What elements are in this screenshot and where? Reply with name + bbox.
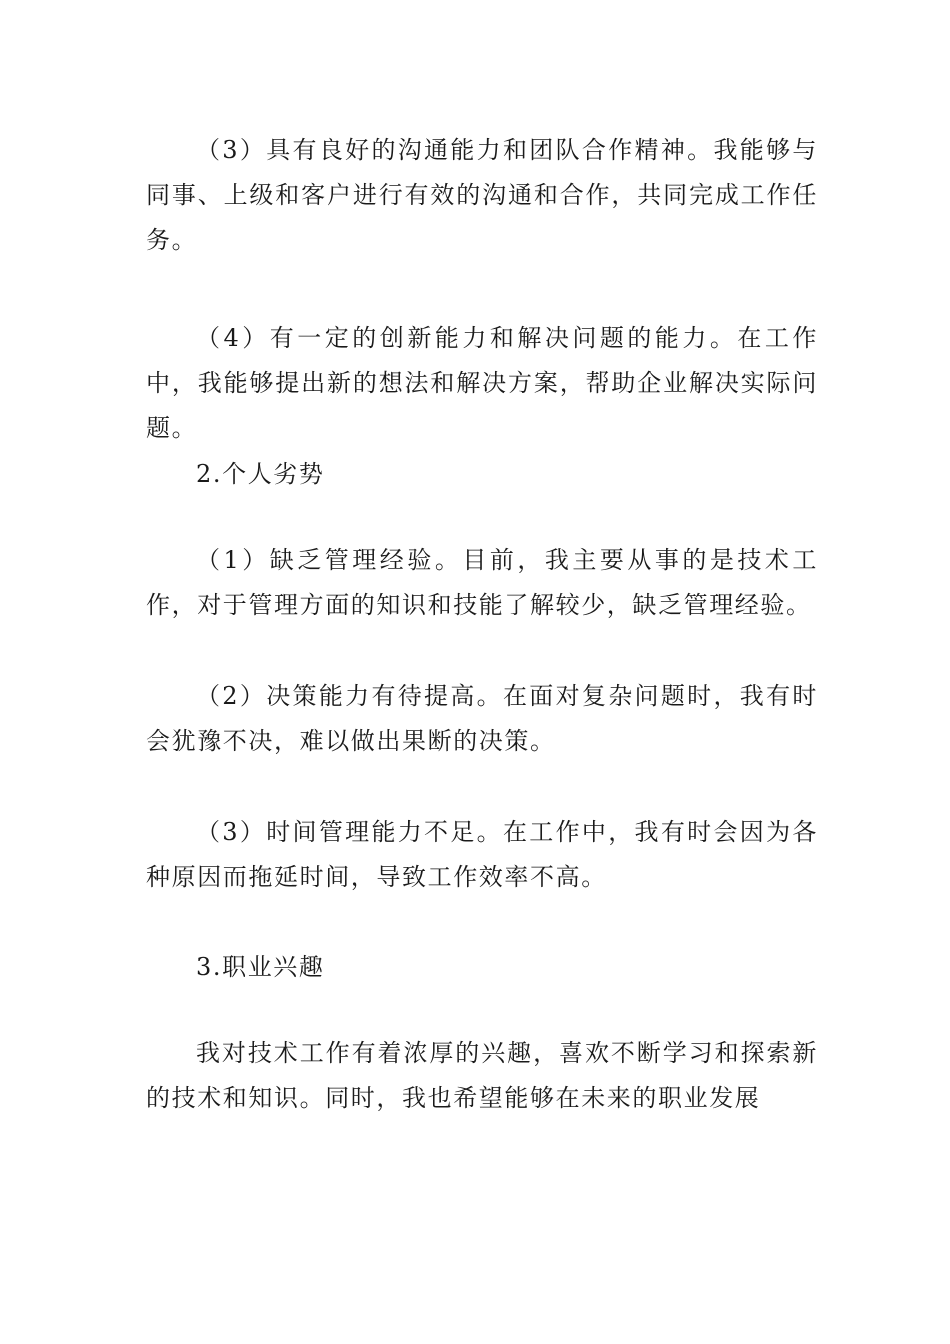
paragraph-strength-3: （3）具有良好的沟通能力和团队合作精神。我能够与同事、上级和客户进行有效的沟通和合作，共同完成工作任务。 xyxy=(146,136,818,254)
paragraph-weakness-2: （2）决策能力有待提高。在面对复杂问题时，我有时会犹豫不决，难以做出果断的决策。 xyxy=(146,682,818,755)
paragraph-strength-4: （4）有一定的创新能力和解决问题的能力。在工作中，我能够提出新的想法和解决方案，帮助企业解决实际问题。 xyxy=(146,324,818,442)
paragraph-weakness-3: （3）时间管理能力不足。在工作中，我有时会因为各种原因而拖延时间，导致工作效率不高。 xyxy=(146,818,818,891)
section-heading-interests: 3.职业兴趣 xyxy=(196,953,325,981)
paragraph-weakness-1: （1）缺乏管理经验。目前，我主要从事的是技术工作，对于管理方面的知识和技能了解较少，缺乏管理经验。 xyxy=(146,546,818,619)
paragraph-interests: 我对技术工作有着浓厚的兴趣，喜欢不断学习和探索新的技术和知识。同时，我也希望能够在未来的职业发展 xyxy=(146,1039,818,1112)
section-heading-weaknesses: 2.个人劣势 xyxy=(196,460,325,488)
